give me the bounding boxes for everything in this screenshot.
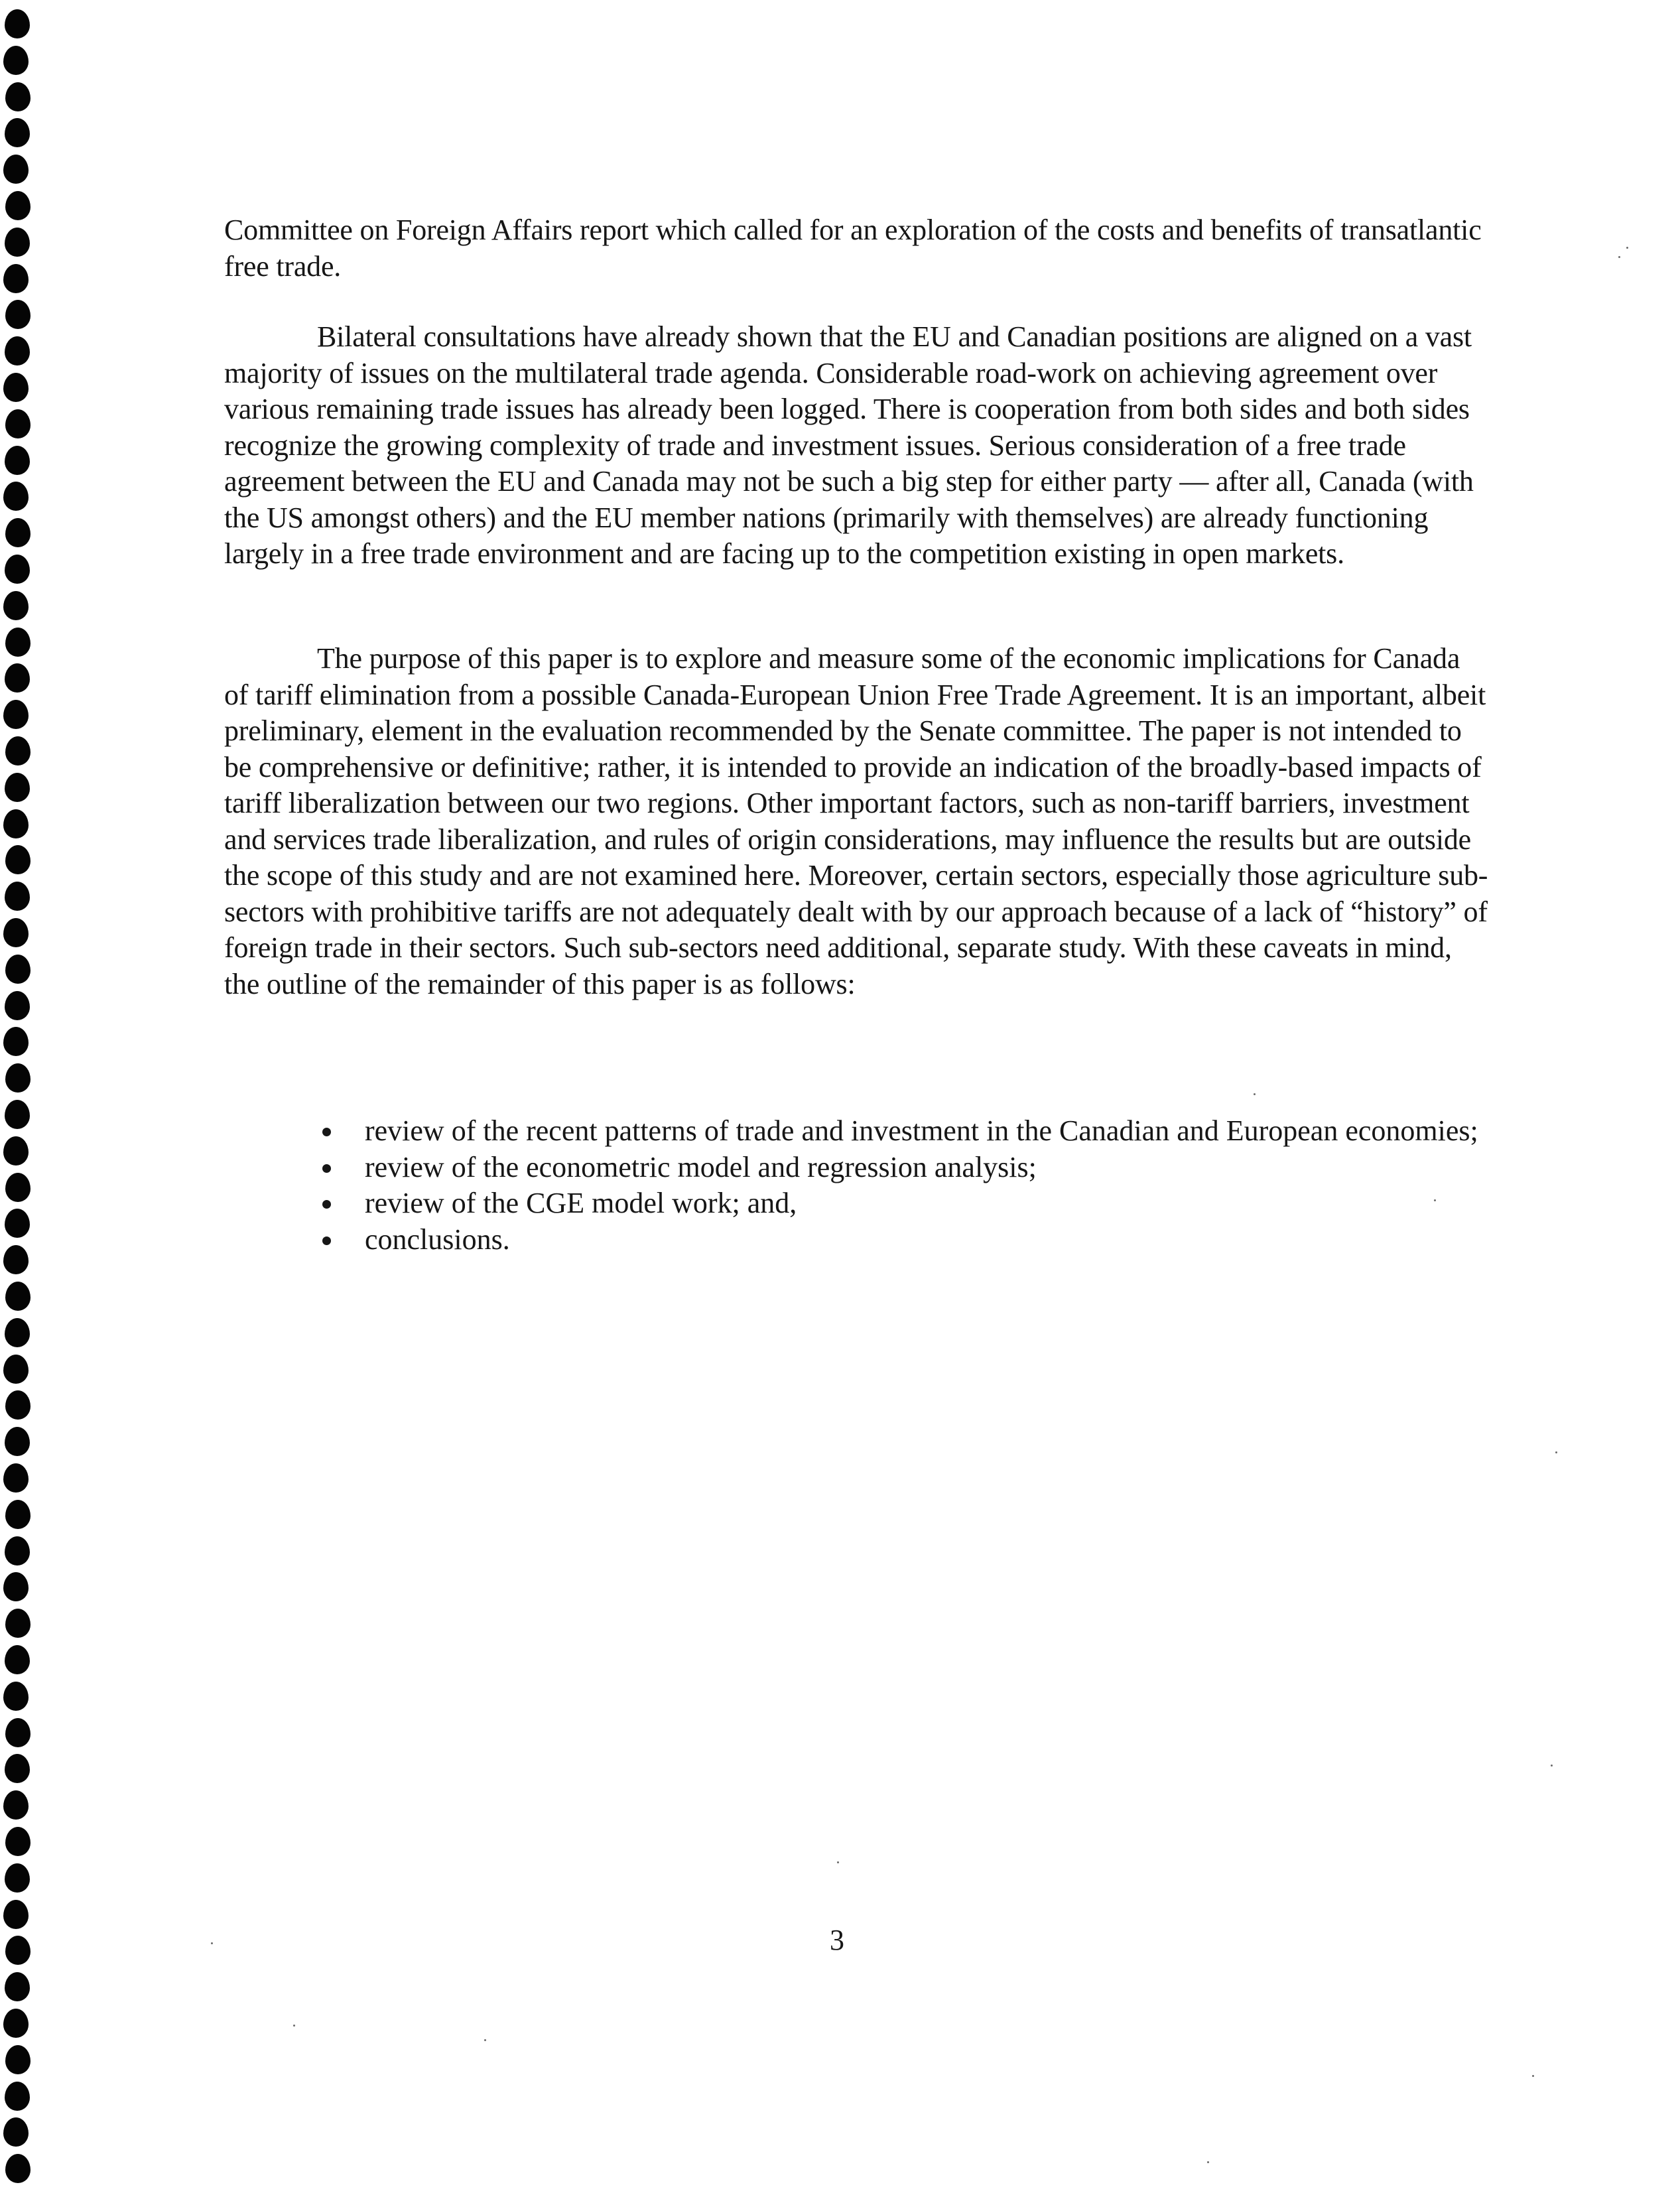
outline-item [317, 1185, 1491, 1222]
paragraph-intro-continuation [224, 212, 1491, 285]
scan-speck [1207, 2161, 1209, 2163]
paragraph-text: Bilateral consultations have already shown that the EU and Canadian positions are aligned on a vast majority of issues on the multilateral trade agenda. Considerable road-work on achieving agreement over various remaining trade issues has already been logged. There is cooperation from both sides and both sides recognize the growing complexity of trade and investment issues. Serious consideration of a free trade agreement between the EU and Canada may not be such a big step for either party — after all, Canada (with the US amongst others) and the EU member nations (primarily with themselves) are already functioning largely in a free trade environment and are facing up to the competition existing in open markets. [224, 320, 1474, 570]
scan-speck [837, 1861, 839, 1863]
punch-hole [5, 882, 30, 911]
scan-speck [1254, 1093, 1256, 1095]
punch-hole [5, 1863, 30, 1893]
punch-hole [3, 2117, 29, 2147]
punch-hole [5, 628, 31, 657]
punch-hole [5, 1282, 31, 1311]
bullet-icon [322, 1200, 331, 1209]
punch-hole [5, 1100, 30, 1129]
scan-speck [211, 1942, 213, 1944]
punch-hole [5, 9, 30, 38]
outline-item-text: review of the econometric model and regression analysis; [365, 1150, 1037, 1183]
punch-hole [3, 482, 29, 511]
scan-speck [1555, 1451, 1557, 1453]
punch-hole [5, 1427, 30, 1456]
scan-speck [1532, 2075, 1534, 2077]
paragraph-text: The purpose of this paper is to explore and measure some of the economic implications for Canada of tariff elimination from a possible Canada-European Union Free Trade Agreement. It is an important, albeit preliminary, element in the evaluation recommended by the Senate committee. The paper is not intended to be comprehensive or definitive; rather, it is intended to provide an indication of the broadly-based impacts of tariff liberalization between our two regions. Other important factors, such as non-tariff barriers, investment and services trade liberalization, and rules of origin considerations, may influence the results but are outside the scope of this study and are not examined here. Moreover, certain sectors, especially those agriculture sub-sectors with prohibitive tariffs are not adequately dealt with by our approach because of a lack of “history” of foreign trade in their sectors. Such sub-sectors need additional, separate study. With these caveats in mind, the outline of the remainder of this paper is as follows: [224, 642, 1488, 1000]
punch-hole [5, 1718, 31, 1747]
paragraph-text: Committee on Foreign Affairs report which called for an exploration of the costs and benefits of transatlantic free trade. [224, 214, 1482, 283]
bullet-icon [322, 1128, 331, 1136]
paragraph-bilateral-consultations [224, 319, 1491, 572]
punch-hole [3, 700, 29, 729]
punch-hole [5, 1390, 31, 1420]
scan-speck [1618, 256, 1620, 258]
paragraph-paper-purpose [224, 641, 1491, 1002]
punch-hole [5, 191, 31, 220]
punch-hole [5, 663, 30, 693]
punch-hole [5, 1645, 30, 1674]
punch-hole [5, 82, 31, 111]
punch-hole [3, 373, 29, 402]
punch-hole [5, 1063, 31, 1093]
punch-hole [5, 409, 31, 438]
punch-hole [5, 1318, 30, 1347]
punch-hole [5, 1536, 30, 1566]
punch-hole [5, 845, 31, 874]
punch-hole [3, 1245, 29, 1274]
punch-hole [5, 446, 30, 475]
punch-hole [3, 155, 29, 184]
punch-hole [5, 1500, 31, 1529]
punch-hole [5, 991, 30, 1020]
punch-hole [3, 1572, 29, 1601]
punch-hole [5, 2154, 31, 2183]
scan-speck [1551, 1765, 1553, 1767]
punch-hole [5, 300, 31, 329]
scan-speck [1626, 247, 1628, 249]
punch-hole [5, 1936, 31, 1965]
outline-item [317, 1222, 1491, 1258]
punch-hole [3, 1355, 29, 1384]
punch-hole [3, 1136, 29, 1166]
punch-hole [5, 736, 31, 766]
punch-hole [5, 1754, 30, 1783]
bullet-icon [322, 1164, 331, 1173]
punch-hole [3, 1463, 29, 1493]
punch-hole [5, 336, 30, 366]
punch-hole [3, 1682, 29, 1711]
outline-item [317, 1150, 1491, 1186]
outline-item [317, 1113, 1491, 1150]
punch-hole [3, 918, 29, 947]
punch-hole [5, 228, 30, 257]
scan-speck [293, 2025, 295, 2027]
punch-hole [5, 118, 30, 147]
punch-hole [5, 2045, 31, 2074]
punch-hole [5, 955, 31, 984]
punch-hole [5, 555, 30, 584]
outline-list [317, 1113, 1491, 1258]
bullet-icon [322, 1236, 331, 1245]
scan-speck [1434, 1199, 1436, 1201]
punch-hole [3, 591, 29, 620]
punch-hole [3, 1027, 29, 1056]
scan-speck [484, 2039, 486, 2041]
punch-hole [5, 2082, 30, 2111]
punch-hole [5, 1209, 30, 1238]
outline-item-text: review of the CGE model work; and, [365, 1187, 797, 1219]
punch-hole [5, 1609, 31, 1638]
punch-hole [3, 1900, 29, 1929]
outline-item-text: review of the recent patterns of trade and investment in the Canadian and European economies; [365, 1114, 1478, 1147]
page-number: 3 [830, 1924, 844, 1956]
punch-hole [5, 518, 31, 547]
outline-item-text: conclusions. [365, 1223, 510, 1256]
punch-hole [3, 264, 29, 293]
punch-hole [5, 1972, 30, 2001]
punch-hole [3, 809, 29, 838]
punch-hole [3, 1790, 29, 1820]
punch-hole [3, 2009, 29, 2038]
punch-hole [5, 1827, 31, 1856]
binding-punch-holes [0, 0, 46, 2203]
punch-hole [3, 46, 29, 75]
punch-hole [5, 1173, 31, 1202]
punch-hole [5, 773, 30, 802]
